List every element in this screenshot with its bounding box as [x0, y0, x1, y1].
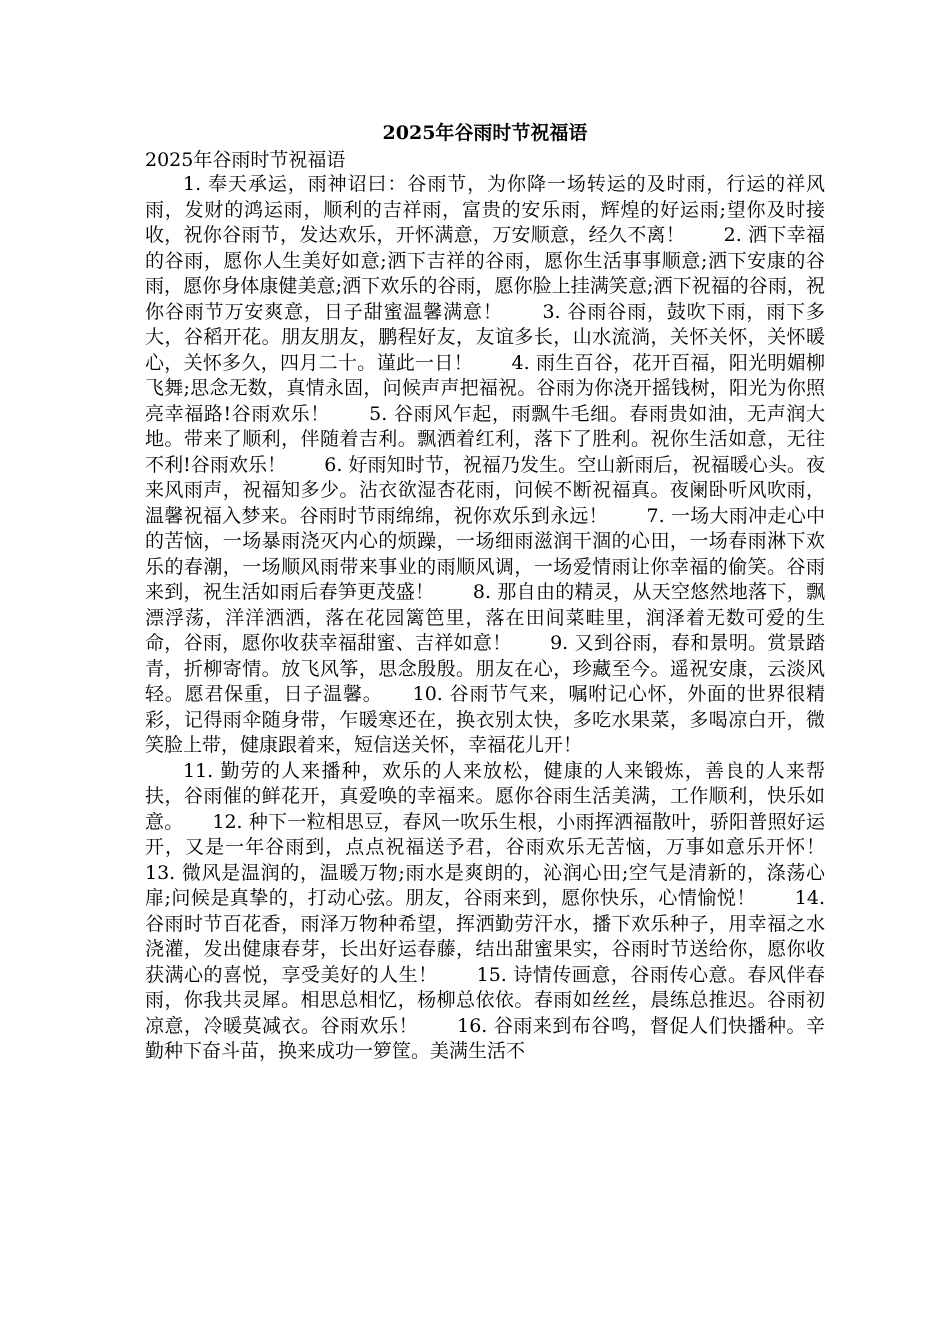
document-title: 2025年谷雨时节祝福语	[382, 122, 588, 144]
document-page	[145, 118, 864, 1065]
paragraph-2: 11. 勤劳的人来播种，欢乐的人来放松，健康的人来锻炼，善良的人来帮扶，谷雨催的鲜花开，真爱唤的幸福来。愿你谷雨生活美满，工作顺利，快乐如意。 12. 种下一粒相思豆，春风一吹乐生根，小雨挥洒福散叶，骄阳普照好运开，又是一年谷雨到，点点祝福送予君，谷雨欢乐无苦恼，万事如意乐开怀！ 13. 微风是温润的，温暖万物;雨水是爽朗的，沁润心田;空气是清新的，涤荡心扉;问候是真挚的，打动心弦。朋友，谷雨来到，愿你快乐，心情愉悦！ 14. 谷雨时节百花香，雨泽万物种希望，挥洒勤劳汗水，播下欢乐种子，用幸福之水浇灌，发出健康春芽，长出好运春藤，结出甜蜜果实，谷雨时节送给你，愿你收获满心的喜悦，享受美好的人生！ 15. 诗情传画意，谷雨传心意。春风伴春雨，你我共灵犀。相思总相忆，杨柳总依依。春雨如丝丝，晨练总推迟。谷雨初凉意，冷暖莫减衣。谷雨欢乐！ 16. 谷雨来到布谷鸣，督促人们快播种。辛勤种下奋斗苗，换来成功一箩筐。美满生活不	[145, 759, 864, 1062]
document-subtitle: 2025年谷雨时节祝福语	[145, 149, 346, 171]
paragraph-1: 1. 奉天承运，雨神诏曰：谷雨节，为你降一场转运的及时雨，行运的祥风雨，发财的鸿运雨，顺利的吉祥雨，富贵的安乐雨，辉煌的好运雨;望你及时接收，祝你谷雨节，发达欢乐，开怀满意，万安顺意，经久不离！ 2. 洒下幸福的谷雨，愿你人生美好如意;洒下吉祥的谷雨，愿你生活事事顺意;洒下安康的谷雨，愿你身体康健美意;洒下欢乐的谷雨，愿你脸上挂满笑意;洒下祝福的谷雨，祝你谷雨节万安爽意，日子甜蜜温馨满意！ 3. 谷雨谷雨，鼓吹下雨，雨下多大，谷稻开花。朋友朋友，鹏程好友，友谊多长，山水流淌，关怀关怀，关怀暖心，关怀多久，四月二十。谨此一日！ 4. 雨生百谷，花开百福，阳光明媚柳飞舞;思念无数，真情永固，问候声声把福祝。谷雨为你浇开摇钱树，阳光为你照亮幸福路!谷雨欢乐！ 5. 谷雨风乍起，雨飘牛毛细。春雨贵如油，无声润大地。带来了顺利，伴随着吉利。飘洒着红利，落下了胜利。祝你生活如意，无往不利!谷雨欢乐！ 6. 好雨知时节，祝福乃发生。空山新雨后，祝福暖心头。夜来风雨声，祝福知多少。沾衣欲湿杏花雨，问候不断祝福真。夜阑卧听风吹雨，温馨祝福入梦来。谷雨时节雨绵绵，祝你欢乐到永远！ 7. 一场大雨冲走心中的苦恼，一场暴雨浇灭内心的烦躁，一场细雨滋润干涸的心田，一场春雨淋下欢乐的春潮，一场顺风雨带来事业的雨顺风调，一场爱情雨让你幸福的偷笑。谷雨来到，祝生活如雨后春笋更茂盛！ 8. 那自由的精灵，从天空悠然地落下，飘漂浮荡，洋洋洒洒，落在花园篱笆里，落在田间菜畦里，润泽着无数可爱的生命，谷雨，愿你收获幸福甜蜜、吉祥如意！ 9. 又到谷雨，春和景明。赏景踏青，折柳寄情。放飞风筝，思念殷殷。朋友在心，珍藏至今。遥祝安康，云淡风轻。愿君保重，日子温馨。 10. 谷雨节气来，嘱咐记心怀，外面的世界很精彩，记得雨伞随身带，乍暖寒还在，换衣别太快，多吃水果菜，多喝凉白开，微笑脸上带，健康跟着来，短信送关怀，幸福花儿开！	[145, 173, 825, 756]
